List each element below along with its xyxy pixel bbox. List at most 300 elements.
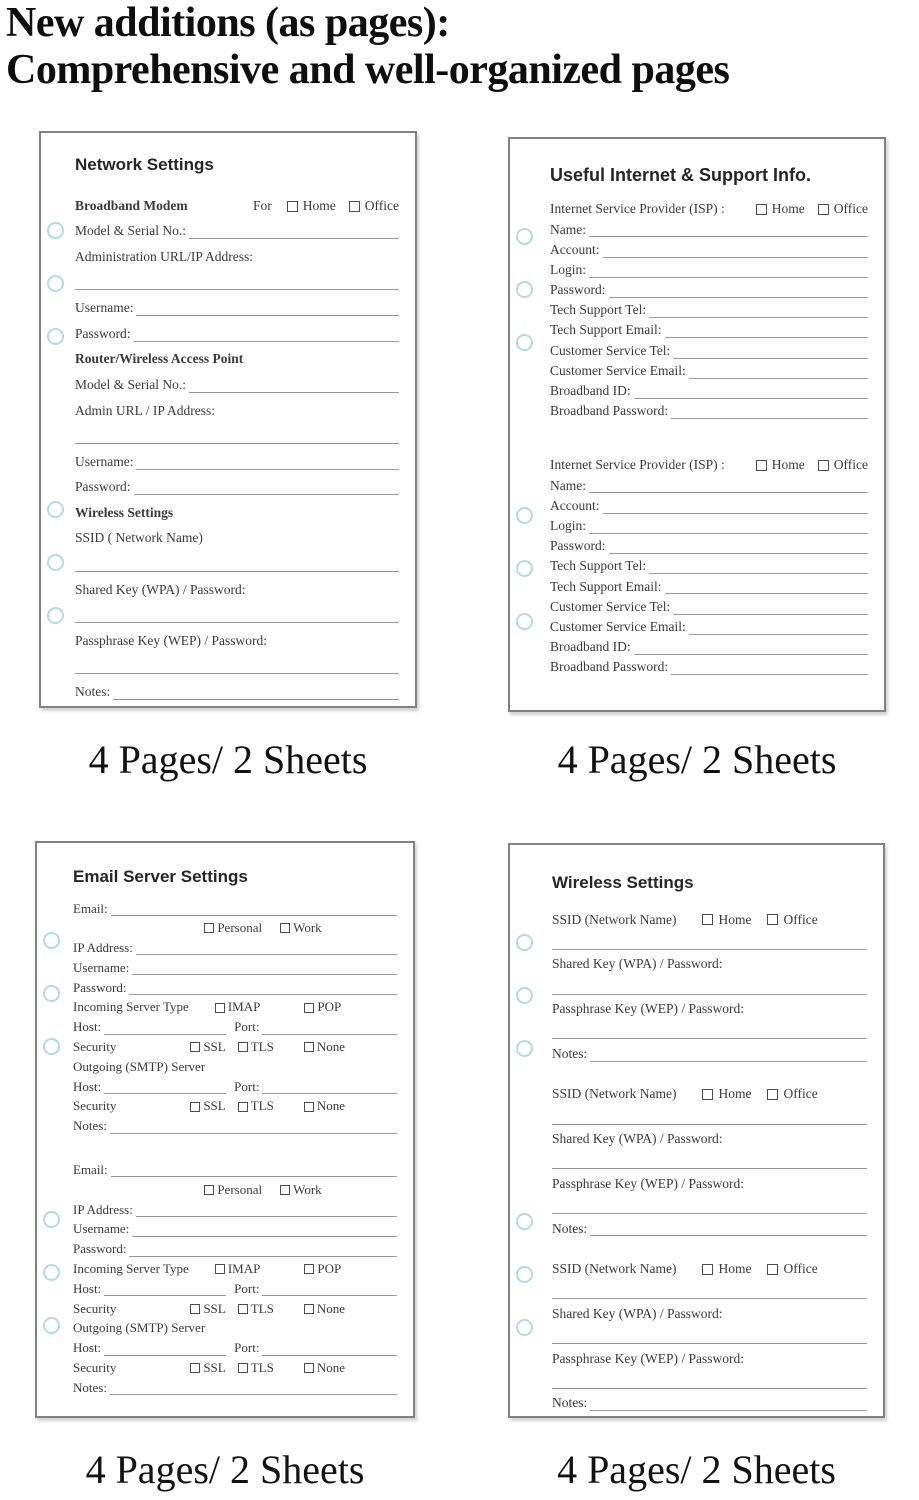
field-label: Passphrase Key (WEP) / Password: [75, 632, 267, 648]
row-notes [73, 1114, 397, 1134]
checkbox-icon [190, 1102, 200, 1112]
field-label: Account: [550, 241, 600, 257]
form-rows [37, 896, 413, 1395]
row-ip-address [73, 936, 397, 956]
checkbox-office [767, 1262, 817, 1277]
form-rows [510, 905, 883, 1411]
write-in-line [189, 237, 399, 239]
binder-hole-icon [47, 607, 64, 624]
row-rule [75, 649, 399, 675]
row-shared-key-wpa-password [552, 1125, 867, 1147]
write-in-line [132, 1235, 397, 1237]
field-label: Notes: [552, 1045, 588, 1061]
checkbox-label: POP [317, 1261, 342, 1277]
write-in-line [589, 235, 868, 237]
row-gap [550, 419, 868, 453]
checkbox-ssl [190, 1361, 225, 1375]
row-rule [552, 972, 867, 994]
row-center-checks [101, 1177, 425, 1197]
checkbox-personal [204, 921, 262, 935]
row-login [550, 514, 868, 534]
checkbox-icon [304, 1264, 314, 1274]
row-internet-service-provider-isp [550, 197, 868, 217]
row-rule [75, 546, 399, 572]
checkbox-office [767, 913, 817, 928]
row-rule [552, 1277, 867, 1299]
row-hostport [73, 1015, 397, 1035]
row-outgoing-smtp-server [73, 1316, 397, 1336]
write-in-line [673, 357, 868, 359]
field-label: Broadband ID: [550, 383, 631, 399]
row-ssid-network-name [75, 521, 399, 547]
binder-hole-icon [516, 987, 533, 1004]
checkbox-icon [190, 1304, 200, 1314]
checkbox-tls [238, 1040, 274, 1054]
field-label: Password: [550, 538, 606, 554]
checkbox-icon [215, 1264, 225, 1274]
checkbox-label: Home [771, 201, 805, 217]
field-label: SSID ( Network Name) [75, 530, 203, 546]
field-label: Tech Support Tel: [550, 302, 647, 318]
checkbox-label: Home [771, 457, 805, 473]
field-label: Port: [234, 1280, 260, 1296]
checkbox-office [767, 1087, 817, 1102]
checkbox-icon [304, 1304, 314, 1314]
row-ssid-network-name [552, 1254, 867, 1276]
write-in-line [634, 653, 868, 655]
field-label: IP Address: [73, 940, 133, 956]
field-label: Tech Support Email: [550, 578, 662, 594]
row-username [75, 444, 399, 470]
binder-hole-icon [516, 507, 533, 524]
field-label: Username: [73, 959, 130, 975]
row-password [550, 534, 868, 554]
field-label: Broadband Modem [75, 197, 188, 213]
row-broadband-password [550, 655, 868, 675]
checkbox-none [304, 1099, 345, 1113]
write-in-line [136, 468, 399, 470]
field-label: Port: [234, 1078, 260, 1094]
write-in-line [129, 993, 397, 995]
binder-hole-icon [43, 1038, 60, 1055]
binder-hole-icon [47, 328, 64, 345]
checkbox-icon [818, 460, 829, 471]
row-rule [552, 1322, 867, 1344]
checkbox-icon [304, 1102, 314, 1112]
checkbox-label: Office [833, 201, 868, 217]
write-in-line [262, 1354, 397, 1356]
checkbox-label: Office [783, 911, 818, 927]
checkbox-label: TLS [250, 1300, 274, 1316]
row-model-serial-no [75, 367, 399, 393]
row-incoming-server-type [73, 1257, 397, 1277]
row-username [73, 955, 397, 975]
row-notes [75, 674, 399, 700]
checkbox-group [253, 199, 399, 214]
caption-pages-sheets: 4 Pages/ 2 Sheets [88, 737, 368, 782]
binder-hole-icon [516, 560, 533, 577]
write-in-line [75, 570, 399, 572]
row-ssid-network-name [552, 1080, 867, 1102]
field-label: Username: [75, 300, 134, 316]
checkbox-group [756, 458, 868, 473]
write-in-line [136, 314, 399, 316]
write-in-line [552, 993, 867, 995]
checkbox-icon [767, 914, 778, 925]
checkbox-work [280, 921, 322, 935]
write-in-line [603, 256, 869, 258]
checkbox-office [818, 202, 868, 217]
checkbox-icon [280, 923, 290, 933]
card-network-settings [39, 131, 417, 708]
checkbox-label: SSL [203, 1039, 226, 1055]
row-customer-service-email [550, 359, 868, 379]
field-label: Customer Service Email: [550, 618, 686, 634]
row-passphrase-key-wep-password [75, 623, 399, 649]
checkbox-label: SSL [203, 1098, 226, 1114]
checkbox-tls [238, 1302, 274, 1316]
row-hostport [73, 1336, 397, 1356]
card-title: Email Server Settings [73, 867, 248, 886]
row-notes [552, 1214, 867, 1236]
row-center-checks [101, 916, 425, 936]
row-security [73, 1356, 397, 1376]
write-in-line [110, 1393, 397, 1395]
checkbox-label: Home [718, 1261, 752, 1277]
field-label: SSID (Network Name) [552, 1261, 677, 1277]
write-in-line [603, 512, 869, 514]
field-label: Password: [73, 1241, 127, 1257]
field-label: Username: [75, 453, 134, 469]
checkbox-icon [204, 1185, 214, 1195]
checkbox-label: POP [317, 999, 342, 1015]
field-label: Password: [75, 325, 131, 341]
write-in-line [590, 1409, 867, 1411]
field-label: Account: [550, 497, 600, 513]
field-label: Broadband Password: [550, 403, 669, 419]
row-notes [73, 1375, 397, 1395]
field-label: Shared Key (WPA) / Password: [552, 956, 723, 972]
write-in-line [75, 672, 399, 674]
checkbox-icon [238, 1102, 248, 1112]
field-label: Internet Service Provider (ISP) : [550, 201, 725, 217]
binder-hole-icon [43, 1264, 60, 1281]
write-in-line [552, 1037, 867, 1039]
row-rule [552, 1192, 867, 1214]
row-rule [75, 598, 399, 624]
field-label: Host: [73, 1340, 102, 1356]
write-in-line [132, 973, 397, 975]
field-label: Customer Service Email: [550, 362, 686, 378]
row-username [73, 1217, 397, 1237]
checkbox-work [280, 1183, 322, 1197]
field-label: Security [73, 1098, 117, 1114]
field-label: Router/Wireless Access Point [75, 351, 244, 367]
field-label: Email: [73, 1162, 108, 1178]
field-label: SSID (Network Name) [552, 911, 677, 927]
row-rule [552, 1017, 867, 1039]
write-in-line [189, 391, 399, 393]
card-title: Network Settings [75, 155, 214, 174]
checkbox-personal [204, 1183, 262, 1197]
checkbox-home [702, 1087, 751, 1102]
binder-hole-icon [43, 1317, 60, 1334]
row-password [75, 470, 399, 496]
checkbox-label: Office [364, 197, 399, 213]
row-incoming-server-type [73, 995, 397, 1015]
checkbox-label: TLS [250, 1039, 274, 1055]
row-model-serial-no [75, 214, 399, 240]
form-rows [510, 197, 884, 675]
checkbox-label: None [316, 1098, 346, 1114]
row-customer-service-tel [550, 338, 868, 358]
write-in-line [590, 1060, 867, 1062]
row-administration-url-ip-address [75, 239, 399, 265]
field-label: Model & Serial No.: [75, 223, 186, 239]
checkbox-label: Personal [217, 920, 263, 936]
field-label: Shared Key (WPA) / Password: [552, 1305, 723, 1321]
row-gap [552, 1062, 867, 1080]
field-label: Model & Serial No.: [75, 376, 186, 392]
checkbox-none [304, 1040, 345, 1054]
binder-hole-icon [516, 1213, 533, 1230]
checkbox-label: Home [302, 197, 336, 213]
field-label: Passphrase Key (WEP) / Password: [552, 1175, 744, 1191]
row-ip-address [73, 1197, 397, 1217]
binder-hole-icon [516, 1040, 533, 1057]
binder-hole-icon [47, 275, 64, 292]
row-ssid-network-name [552, 905, 867, 927]
checkbox-office [818, 458, 868, 473]
write-in-line [104, 1294, 226, 1296]
checkbox-icon [349, 201, 360, 212]
write-in-line [665, 592, 868, 594]
field-label: Security [73, 1300, 117, 1316]
checkbox-label: SSL [203, 1300, 226, 1316]
row-hostport [73, 1276, 397, 1296]
checkbox-label: IMAP [227, 1261, 261, 1277]
checkbox-imap [215, 1000, 261, 1014]
field-label: IP Address: [73, 1201, 133, 1217]
checkbox-ssl [190, 1040, 225, 1054]
checkbox-label: Home [718, 1086, 752, 1102]
field-label: Notes: [73, 1379, 107, 1395]
checkbox-label: TLS [250, 1360, 274, 1376]
checkbox-label: TLS [250, 1098, 274, 1114]
checkbox-home [756, 458, 805, 473]
row-shared-key-wpa-password [75, 572, 399, 598]
checkbox-icon [215, 1003, 225, 1013]
field-label: Passphrase Key (WEP) / Password: [552, 1350, 744, 1366]
field-label: Host: [73, 1078, 102, 1094]
field-label: Name: [550, 221, 586, 237]
field-label: Broadband ID: [550, 639, 631, 655]
field-label: Security [73, 1360, 117, 1376]
field-label: Password: [73, 979, 127, 995]
write-in-line [671, 673, 868, 675]
binder-hole-icon [516, 281, 533, 298]
checkbox-label: Personal [217, 1181, 263, 1197]
card-title: Wireless Settings [552, 873, 694, 892]
checkbox-office [349, 199, 399, 214]
row-rule [552, 1102, 867, 1124]
row-broadband-id [550, 379, 868, 399]
row-passphrase-key-wep-password [552, 1344, 867, 1366]
checkbox-pop [304, 1262, 341, 1276]
checkbox-label: Home [718, 911, 752, 927]
field-label: Password: [550, 282, 606, 298]
row-email [73, 896, 397, 916]
caption-pages-sheets: 4 Pages/ 2 Sheets [557, 737, 837, 782]
field-label: Notes: [552, 1395, 588, 1411]
row-account [550, 493, 868, 513]
write-in-line [110, 1132, 397, 1134]
row-broadband-modem [75, 188, 399, 214]
row-rule [552, 1147, 867, 1169]
field-label: Username: [73, 1221, 130, 1237]
row-password [73, 1237, 397, 1257]
card-internet-support-info [508, 137, 886, 712]
row-outgoing-smtp-server [73, 1054, 397, 1074]
caption-pages-sheets: 4 Pages/ 2 Sheets [85, 1447, 365, 1492]
field-label: Administration URL/IP Address: [75, 248, 253, 264]
write-in-line [649, 572, 868, 574]
row-password [75, 316, 399, 342]
field-label: Name: [550, 477, 586, 493]
field-label: Internet Service Provider (ISP) : [550, 457, 725, 473]
checkbox-icon [238, 1304, 248, 1314]
row-notes [552, 1039, 867, 1061]
row-password [550, 278, 868, 298]
checkbox-label: None [316, 1300, 346, 1316]
field-label: Customer Service Tel: [550, 598, 671, 614]
write-in-line [134, 340, 399, 342]
checkbox-home [702, 1262, 751, 1277]
row-name [550, 473, 868, 493]
binder-hole-icon [43, 985, 60, 1002]
checkbox-group [756, 202, 868, 217]
row-account [550, 237, 868, 257]
row-gap [552, 1236, 867, 1254]
binder-hole-icon [47, 554, 64, 571]
binder-hole-icon [516, 1266, 533, 1283]
write-in-line [589, 532, 868, 534]
write-in-line [609, 552, 868, 554]
row-customer-service-tel [550, 594, 868, 614]
field-label: Wireless Settings [75, 504, 174, 520]
write-in-line [262, 1033, 397, 1035]
write-in-line [262, 1294, 397, 1296]
field-label: Login: [550, 517, 586, 533]
row-tech-support-tel [550, 554, 868, 574]
write-in-line [136, 953, 397, 955]
row-rule [75, 418, 399, 444]
write-in-line [104, 1033, 226, 1035]
checkbox-icon [280, 1185, 290, 1195]
checkbox-icon [238, 1363, 248, 1373]
checkbox-icon [756, 460, 767, 471]
row-username [75, 290, 399, 316]
field-label: Notes: [75, 684, 111, 700]
row-tech-support-tel [550, 298, 868, 318]
write-in-line [136, 1215, 397, 1217]
binder-hole-icon [516, 934, 533, 951]
write-in-line [552, 1167, 867, 1169]
checkbox-tls [238, 1099, 274, 1113]
checkbox-label: SSL [203, 1360, 226, 1376]
row-broadband-id [550, 635, 868, 655]
write-in-line [552, 948, 867, 950]
checkbox-label: Work [293, 920, 322, 936]
row-shared-key-wpa-password [552, 1299, 867, 1321]
form-rows [41, 188, 415, 700]
write-in-line [104, 1092, 226, 1094]
checkbox-label: None [316, 1039, 346, 1055]
checkbox-none [304, 1302, 345, 1316]
binder-hole-icon [516, 228, 533, 245]
field-label: Outgoing (SMTP) Server [73, 1058, 206, 1074]
write-in-line [552, 1387, 867, 1389]
checkbox-label: Office [783, 1261, 818, 1277]
field-label: Host: [73, 1280, 102, 1296]
write-in-line [75, 621, 399, 623]
caption-pages-sheets: 4 Pages/ 2 Sheets [557, 1447, 836, 1492]
field-label: Broadband Password: [550, 659, 669, 675]
checkbox-icon [767, 1264, 778, 1275]
checkbox-home [702, 913, 751, 928]
header-line1: New additions (as pages): [6, 0, 450, 46]
row-rule [552, 1366, 867, 1388]
write-in-line [590, 1234, 867, 1236]
checkbox-icon [287, 201, 298, 212]
row-broadband-password [550, 399, 868, 419]
field-label: Outgoing (SMTP) Server [73, 1320, 206, 1336]
write-in-line [665, 336, 868, 338]
checkbox-home [756, 202, 805, 217]
write-in-line [589, 276, 868, 278]
field-label: Login: [550, 261, 586, 277]
write-in-line [552, 1342, 867, 1344]
checkbox-icon [190, 1042, 200, 1052]
row-notes [552, 1389, 867, 1411]
field-label: Shared Key (WPA) / Password: [552, 1131, 723, 1147]
row-password [73, 975, 397, 995]
card-title: Useful Internet & Support Info. [550, 165, 811, 185]
binder-hole-icon [43, 1211, 60, 1228]
row-email [73, 1158, 397, 1178]
checkbox-tls [238, 1361, 274, 1375]
field-label: Host: [73, 1019, 102, 1035]
row-rule [552, 927, 867, 949]
field-label: Shared Key (WPA) / Password: [75, 581, 246, 597]
checkbox-label: Office [783, 1086, 818, 1102]
write-in-line [113, 698, 399, 700]
checkbox-icon [702, 914, 713, 925]
header-line2: Comprehensive and well-organized pages [6, 47, 730, 93]
checkbox-icon [304, 1042, 314, 1052]
checkbox-pop [304, 1000, 341, 1014]
binder-hole-icon [47, 501, 64, 518]
write-in-line [671, 417, 868, 419]
write-in-line [262, 1092, 397, 1094]
field-label: SSID (Network Name) [552, 1086, 677, 1102]
card-wireless-settings [508, 843, 885, 1418]
row-admin-url-ip-address [75, 393, 399, 419]
row-security [73, 1296, 397, 1316]
field-label: Password: [75, 479, 131, 495]
checkbox-ssl [190, 1302, 225, 1316]
row-hostport [73, 1074, 397, 1094]
